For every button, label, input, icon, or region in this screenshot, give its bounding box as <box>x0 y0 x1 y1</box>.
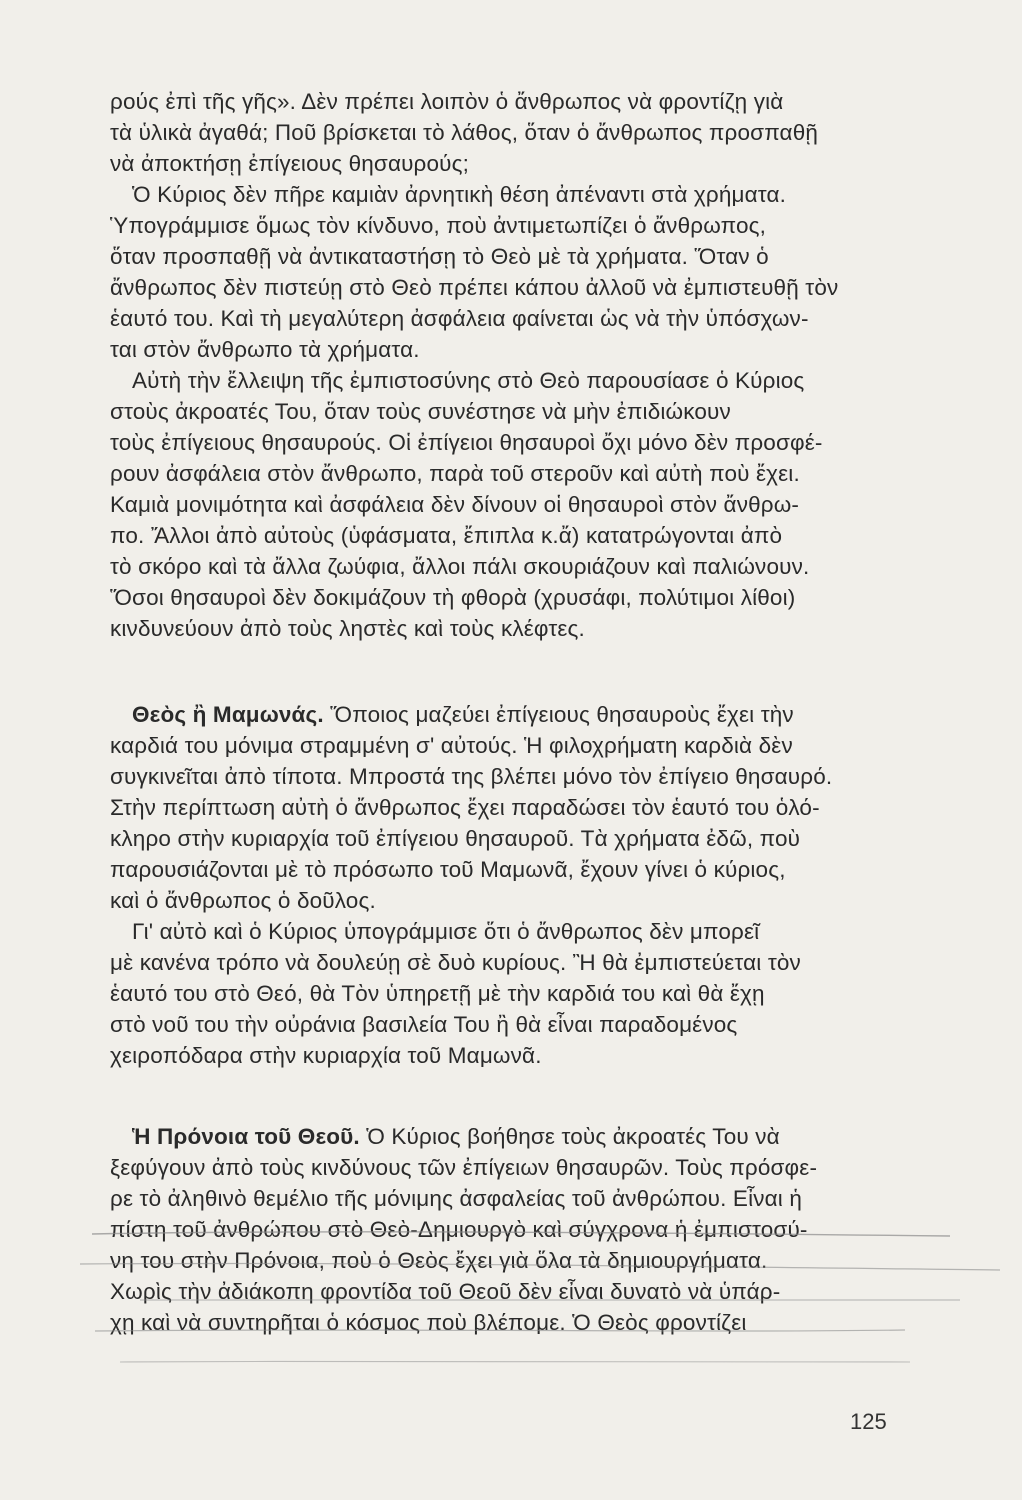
text-line: τὸ σκόρο καὶ τὰ ἄλλα ζωύφια, ἄλλοι πάλι σκουριάζουν καὶ παλιώνουν. <box>110 554 810 579</box>
text-line: κινδυνεύουν ἀπὸ τοὺς ληστὲς καὶ τοὺς κλέφτες. <box>110 616 585 641</box>
text-line: Ὑπογράμμισε ὅμως τὸν κίνδυνο, ποὺ ἀντιμετωπίζει ὁ ἄνθρωπος, <box>110 213 767 238</box>
text-line: Χωρὶς τὴν ἀδιάκοπη φροντίδα τοῦ Θεοῦ δὲν εἶναι δυνατὸ νὰ ὑπάρ- <box>110 1279 781 1304</box>
section-heading: Ἡ Πρόνοια τοῦ Θεοῦ. <box>132 1124 360 1149</box>
text-line: καρδιά του μόνιμα στραμμένη σ' αὐτούς. Ἡ φιλοχρήματη καρδιὰ δὲν <box>110 733 793 758</box>
text-line: χειροπόδαρα στὴν κυριαρχία τοῦ Μαμωνᾶ. <box>110 1043 542 1068</box>
text-line: κληρο στὴν κυριαρχία τοῦ ἐπίγειου θησαυροῦ. Τὰ χρήματα ἐδῶ, ποὺ <box>110 826 801 851</box>
text-line: στοὺς ἀκροατές Του, ὅταν τοὺς συνέστησε νὰ μὴν ἐπιδιώκουν <box>110 399 731 424</box>
text-line: τὰ ὑλικὰ ἀγαθά; Ποῦ βρίσκεται τὸ λάθος, ὅταν ὁ ἄνθρωπος προσπαθῇ <box>110 120 819 145</box>
text-run: Ὅποιος μαζεύει ἐπίγειους θησαυροὺς ἔχει τὴν <box>323 702 794 727</box>
body-text <box>110 86 908 1338</box>
text-run: Ὁ Κύριος βοήθησε τοὺς ἀκροατές Του νὰ <box>359 1124 780 1149</box>
text-line: Καμιὰ μονιμότητα καὶ ἀσφάλεια δὲν δίνουν οἱ θησαυροὶ στὸν ἄνθρω- <box>110 492 800 517</box>
text-line: ρούς ἐπὶ τῆς γῆς». Δὲν πρέπει λοιπὸν ὁ ἄνθρωπος νὰ φροντίζῃ γιὰ <box>110 89 784 114</box>
text-line: Αὐτὴ τὴν ἔλλειψη τῆς ἐμπιστοσύνης στὸ Θεὸ παρουσίασε ὁ Κύριος <box>132 368 805 393</box>
text-line: Ὁ Κύριος δὲν πῆρε καμιὰν ἀρνητικὴ θέση ἀπέναντι στὰ χρήματα. <box>132 182 787 207</box>
section-spacer <box>110 644 908 699</box>
text-line: ἑαυτό του στὸ Θεό, θὰ Τὸν ὑπηρετῇ μὲ τὴν καρδιά του καὶ θὰ ἔχῃ <box>110 981 765 1006</box>
text-line: νη του στὴν Πρόνοια, ποὺ ὁ Θεὸς ἔχει γιὰ ὅλα τὰ δημιουργήματα. <box>110 1248 768 1273</box>
text-line: Γι' αὐτὸ καὶ ὁ Κύριος ὑπογράμμισε ὅτι ὁ ἄνθρωπος δὲν μπορεῖ <box>132 919 760 944</box>
text-line: ἑαυτό του. Καὶ τὴ μεγαλύτερη ἀσφάλεια φαίνεται ὡς νὰ τὴν ὑπόσχων- <box>110 306 809 331</box>
text-line: ἄνθρωπος δὲν πιστεύῃ στὸ Θεὸ πρέπει κάπου ἀλλοῦ νὰ ἐμπιστευθῇ τὸν <box>110 275 839 300</box>
text-line: πο. Ἄλλοι ἀπὸ αὐτοὺς (ὑφάσματα, ἔπιπλα κ.ἄ) κατατρώγονται ἀπὸ <box>110 523 783 548</box>
page-number: 125 <box>850 1409 887 1434</box>
text-line: καὶ ὁ ἄνθρωπος ὁ δοῦλος. <box>110 888 376 913</box>
text-line: παρουσιάζονται μὲ τὸ πρόσωπο τοῦ Μαμωνᾶ, ἔχουν γίνει ὁ κύριος, <box>110 857 786 882</box>
text-line: τοὺς ἐπίγειους θησαυρούς. Οἱ ἐπίγειοι θησαυροὶ ὄχι μόνο δὲν προσφέ- <box>110 430 823 455</box>
text-line: μὲ κανένα τρόπο νὰ δουλεύῃ σὲ δυὸ κυρίους. Ἢ θὰ ἐμπιστεύεται τὸν <box>110 950 801 975</box>
section-heading: Θεὸς ἢ Μαμωνάς. <box>132 702 324 727</box>
text-line: ὅταν προσπαθῇ νὰ ἀντικαταστήσῃ τὸ Θεὸ μὲ τὰ χρήματα. Ὅταν ὁ <box>110 244 769 269</box>
text-line: ξεφύγουν ἀπὸ τοὺς κινδύνους τῶν ἐπίγειων θησαυρῶν. Τοὺς πρόσφε- <box>110 1155 818 1180</box>
text-line: πίστη τοῦ ἀνθρώπου στὸ Θεὸ-Δημιουργὸ καὶ σύγχρονα ἡ ἐμπιστοσύ- <box>110 1217 808 1242</box>
text-line: στὸ νοῦ του τὴν οὐράνια βασιλεία Του ἢ θὰ εἶναι παραδομένος <box>110 1012 738 1037</box>
section-heading-line <box>110 1121 908 1152</box>
text-line: Ὅσοι θησαυροὶ δὲν δοκιμάζουν τὴ φθορὰ (χρυσάφι, πολύτιμοι λίθοι) <box>110 585 796 610</box>
section-heading-line <box>110 699 908 730</box>
text-line: ρε τὸ ἀληθινὸ θεμέλιο τῆς μόνιμης ἀσφαλείας τοῦ ἀνθρώπου. Εἶναι ἡ <box>110 1186 803 1211</box>
section-spacer <box>110 1071 908 1121</box>
text-line: χῃ καὶ νὰ συντηρῆται ὁ κόσμος ποὺ βλέπομε. Ὁ Θεὸς φροντίζει <box>110 1310 747 1335</box>
text-line: νὰ ἀποκτήσῃ ἐπίγειους θησαυρούς; <box>110 151 470 176</box>
text-line: Στὴν περίπτωση αὐτὴ ὁ ἄνθρωπος ἔχει παραδώσει τὸν ἑαυτό του ὁλό- <box>110 795 820 820</box>
text-line: συγκινεῖται ἀπὸ τίποτα. Μπροστά της βλέπει μόνο τὸν ἐπίγειο θησαυρό. <box>110 764 833 789</box>
text-line: ρουν ἀσφάλεια στὸν ἄνθρωπο, παρὰ τοῦ στεροῦν καὶ αὐτὴ ποὺ ἔχει. <box>110 461 800 486</box>
text-line: ται στὸν ἄνθρωπο τὰ χρήματα. <box>110 337 420 362</box>
